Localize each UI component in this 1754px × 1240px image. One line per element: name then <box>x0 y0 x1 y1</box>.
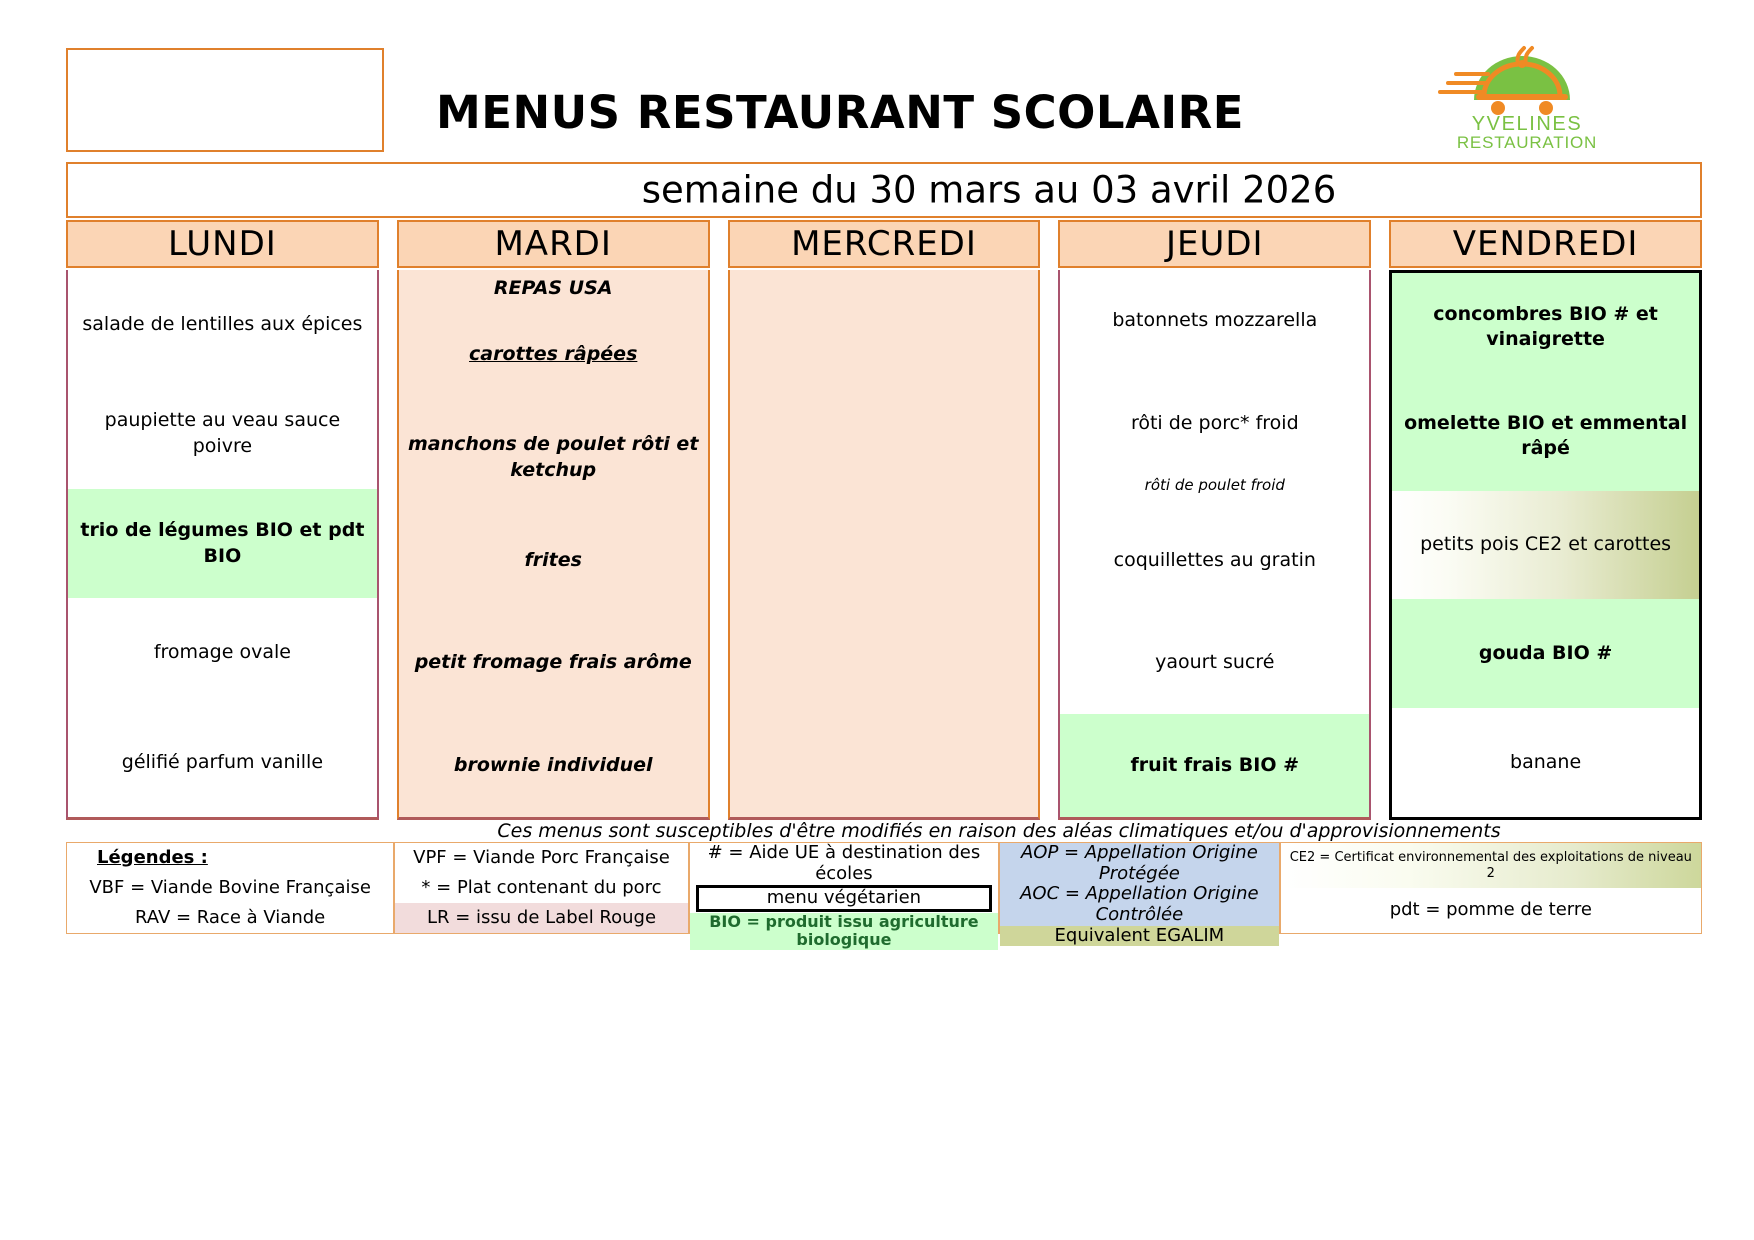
day-column-mercredi <box>728 220 1041 820</box>
menu-item <box>730 270 1039 379</box>
menu-item: carottes râpées <box>469 343 638 366</box>
day-header-mercredi: MERCREDI <box>728 220 1041 268</box>
day-body-lundi <box>66 270 379 820</box>
day-header-jeudi: JEUDI <box>1058 220 1371 268</box>
legend-entry-lr: LR = issu de Label Rouge <box>395 903 687 933</box>
menu-item: fromage ovale <box>153 641 291 664</box>
day-body-vendredi <box>1389 270 1702 820</box>
legend-entry-aide-ue: # = Aide UE à destination des écoles <box>707 842 981 884</box>
menu-item-bio: omelette BIO et emmental râpé <box>1392 382 1699 491</box>
week-label: semaine du 30 mars au 03 avril 2026 <box>641 168 1337 212</box>
menu-item <box>730 489 1039 598</box>
legend-entry-aoc: AOC = Appellation Origine Contrôlée <box>1000 884 1279 925</box>
legend-entry-ce2: CE2 = Certificat environnemental des exploitations de niveau 2 <box>1281 843 1701 888</box>
page-title: MENUS RESTAURANT SCOLAIRE <box>435 86 1245 139</box>
logo-wordmark-secondary: RESTAURATION <box>1456 133 1598 152</box>
menu-grid <box>66 220 1702 820</box>
legend-entry-pdt: pdt = pomme de terre <box>1389 899 1592 921</box>
menu-item: coquillettes au gratin <box>1113 548 1316 571</box>
menu-disclaimer: Ces menus sont susceptibles d'être modifiés en raison des aléas climatiques et/ou d'approvisionnements <box>497 820 1501 842</box>
menu-item: salade de lentilles aux épices <box>82 312 363 335</box>
legend-column-5 <box>1280 842 1702 934</box>
legend-entry-egalim: Equivalent EGALIM <box>1000 926 1279 947</box>
menu-item-bio: gouda BIO # <box>1392 599 1699 708</box>
day-column-lundi <box>66 220 379 820</box>
day-column-mardi <box>397 220 710 820</box>
day-body-mercredi <box>728 270 1041 820</box>
menu-item-substitute: rôti de poulet froid <box>1144 476 1285 495</box>
day-column-jeudi <box>1058 220 1371 820</box>
legend-table <box>66 842 1702 950</box>
legend-column-1 <box>66 842 394 934</box>
day-column-vendredi <box>1389 220 1702 820</box>
day-body-mardi <box>397 270 710 820</box>
day-body-jeudi <box>1058 270 1371 820</box>
legend-entry-porc: * = Plat contenant du porc <box>421 876 662 898</box>
legend-entry-vbf: VBF = Viande Bovine Française <box>89 876 371 898</box>
yvelines-restauration-logo <box>1432 24 1622 152</box>
menu-item: banane <box>1510 750 1582 773</box>
legend-column-3 <box>689 842 999 950</box>
menu-item: frites <box>524 548 582 571</box>
menu-item: batonnets mozzarella <box>1112 309 1318 332</box>
menu-item: paupiette au veau sauce poivre <box>104 409 341 458</box>
day-header-vendredi: VENDREDI <box>1389 220 1702 268</box>
legend-column-2 <box>394 842 688 934</box>
menu-item: yaourt sucré <box>1155 651 1275 674</box>
menu-item-bio: trio de légumes BIO et pdt BIO <box>68 489 377 598</box>
school-logo-placeholder-box <box>66 48 384 152</box>
day-header-mardi: MARDI <box>397 220 710 268</box>
menu-item <box>730 708 1039 817</box>
menu-item: petit fromage frais arôme <box>414 651 692 674</box>
menu-item <box>730 379 1039 488</box>
legend-entry-bio: BIO = produit issu agriculture biologique <box>690 913 998 950</box>
menu-item-bio: fruit frais BIO # <box>1060 714 1369 817</box>
legend-entry-rav: RAV = Race à Viande <box>135 906 326 928</box>
menu-item: manchons de poulet rôti et ketchup <box>407 433 699 481</box>
menu-item: gélifié parfum vanille <box>121 750 324 773</box>
legend-entry-vpf: VPF = Viande Porc Française <box>413 846 670 868</box>
page-header <box>0 0 1754 170</box>
legend-entry-aop: AOP = Appellation Origine Protégée <box>1000 843 1279 884</box>
legend-column-4 <box>999 842 1280 946</box>
logo-wordmark-primary: YVELINES <box>1471 113 1583 135</box>
menu-item: rôti de porc* froid <box>1130 412 1299 435</box>
day-header-lundi: LUNDI <box>66 220 379 268</box>
menu-item-bio: concombres BIO # et vinaigrette <box>1392 273 1699 382</box>
week-banner <box>66 162 1702 218</box>
day-theme-note: REPAS USA <box>493 277 613 299</box>
menu-item: brownie individuel <box>453 753 653 776</box>
legend-title: Légendes : <box>97 846 208 868</box>
menu-item-ce2: petits pois CE2 et carottes <box>1392 491 1699 600</box>
menu-item <box>730 598 1039 707</box>
legend-entry-vegetarien: menu végétarien <box>696 885 992 912</box>
